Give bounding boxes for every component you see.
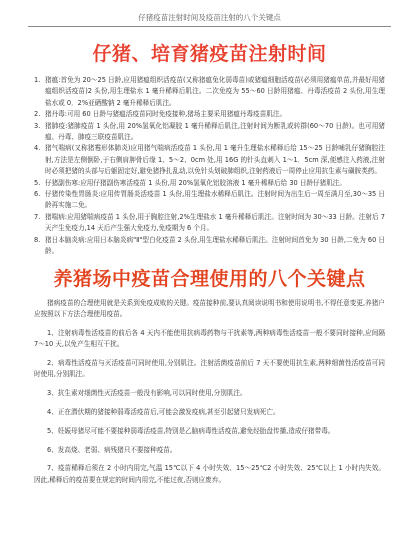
key-point-paragraph: 4、正在潜伏期的猪接种弱毒活疫苗后,可能会激发疫病,甚至引起猪只发病死亡。 [47, 407, 280, 416]
item-text: 仔猪传染性胃肠炎:应用传胃肠炎活疫苗 1 头份,用生理盐水稀释后肌注。注射时间为出生后一周至满月至,30～35 日龄再实施二免。 [45, 190, 385, 210]
vaccine-schedule-list [34, 75, 385, 258]
schedule-item [34, 75, 385, 109]
schedule-item [34, 143, 385, 177]
item-number: 4. [34, 144, 41, 153]
document-header: 仔猪疫苗注射时间及疫苗注射的八个关键点 [28, 0, 391, 27]
key-point-paragraph: 猪病疫苗的合理使用就是关系到免疫成败的关键。疫苗接种前,要认真阅读说明书和使用说明书,不得任意变更,养猪户应按照以下方法合理使用疫苗。 [34, 298, 385, 318]
key-point-paragraph: 5、妊娠母猪尽可能不要接种弱毒活疫苗,特别是乙脑病毒性活疫苗,避免经胎盘传播,造成仔猪带毒。 [47, 426, 335, 435]
item-text: 猪日本脑炎病:应用日本脑炎病"Ⅱ"型白化疫苗 2 头份,用生理盐水稀释后肌注。注射时间首免为 30 日龄,二免为 60 日龄。 [45, 235, 385, 256]
item-text: 猪肺疫:猪肺疫苗 1 头份,用 20%氢氧化铝凝胶 1 毫升稀释后肌注,注射时间为断乳或转群(60～70 日龄)。也可用猪瘟、丹毒、肺疫三联疫苗肌注。 [45, 121, 385, 142]
item-number: 8. [34, 235, 41, 244]
key-point-paragraph: 1、注射病毒性活疫苗的前后各 4 天内不能使用抗病毒药物与干扰素等,两种病毒性活疫苗一般不要同时接种,应间隔 7～10 天,以免产生相互干扰。 [34, 328, 385, 349]
section1-title: 仔猪、培育猪疫苗注射时间 [92, 43, 327, 65]
schedule-item [34, 178, 385, 189]
key-point-paragraph: 2、病毒性活疫苗与灭活疫苗可同时使用,分别肌注。注射活菌疫苗前后 7 天不要使用抗生素,两种细菌性活疫苗可同时使用,分别肌注。 [34, 358, 385, 379]
item-text: 猪气喘病(又称猪霉形体肺炎)应用猪气喘病活疫苗 1 头份,用 1 毫升生理盐水稀释后给 15～25 日龄哺乳仔猪胸腔注射,方法是左侧倒卧,于右侧肩胛骨后缘 1、5～2、0cm 处,用 16G 的针头直刺入 1～1．5cm 深,便感注入药液,注射时必须把猪的头部与后躯固定好,避免猪挣扎乱动,以免针头划破肺组织,注射药液后一周停止应用抗生素与磺胺类药。 [45, 144, 385, 176]
item-number: 3. [34, 121, 41, 130]
key-points-body [34, 298, 385, 487]
schedule-item [34, 121, 385, 144]
item-number: 2. [34, 110, 41, 119]
schedule-item [34, 212, 385, 235]
item-number: 1. [34, 76, 41, 84]
item-text: 猪丹毒:可用 60 日龄与猪瘟活疫苗同时免疫接种,猪场主要采用猪瘟丹毒疫苗肌注。 [45, 110, 287, 119]
key-point-paragraph: 6、发高烧、老弱、病残猪只不要接种疫苗。 [47, 445, 177, 454]
section2-title: 养猪场中疫苗合理使用的八个关键点 [53, 267, 366, 290]
schedule-item [34, 189, 385, 212]
item-text: 仔猪副伤寒:应用仔猪副伤寒活疫苗 1 头份,用 20%氢氧化铝胶溶液 1 毫升稀释后给 30 日龄仔猪肌注。 [45, 178, 346, 187]
schedule-item [34, 235, 385, 258]
key-point-paragraph: 7、疫苗稀释后须在 2 小时内用完,气温 15℃以下 4 小时失效、15～25℃2 小时失效、25℃以上 1 小时内失效。因此,稀释后的疫苗要在规定的时间内用完,不能过夜,否则应废弃。 [34, 464, 385, 484]
item-number: 5. [34, 178, 41, 187]
item-number: 7. [34, 212, 41, 221]
schedule-item [34, 109, 385, 120]
item-text: 猪瘟:首免为 20～25 日龄,应用猪瘟组织活疫苗(又称猪瘟兔化弱毒苗)或猪瘟细胞活疫苗(必须用猪瘟单苗,并最好用猪瘟组织活疫苗)2 头份,用生理盐水 1 毫升稀释后肌注。二次免疫为 55～60 日龄用猪瘟、丹毒活疫苗 2 头份,用生理盐水或 0．2%亚硒酸钠 2 毫升稀释后肌注。 [45, 76, 385, 107]
key-point-paragraph: 3、抗生素对细菌性灭活疫苗一般没有影响,可以同时使用,分别肌注。 [47, 389, 247, 398]
item-number: 6. [34, 190, 41, 199]
item-text: 猪喘病:应用猪喘病疫苗 1 头份,用于胸腔注射,2%生理盐水 1 毫升稀释后肌注。注射时间为 30～33 日龄。注射后 7 天产生免疫力,14 天后产生强大免疫力,免疫期为 6 个月。 [45, 212, 385, 233]
